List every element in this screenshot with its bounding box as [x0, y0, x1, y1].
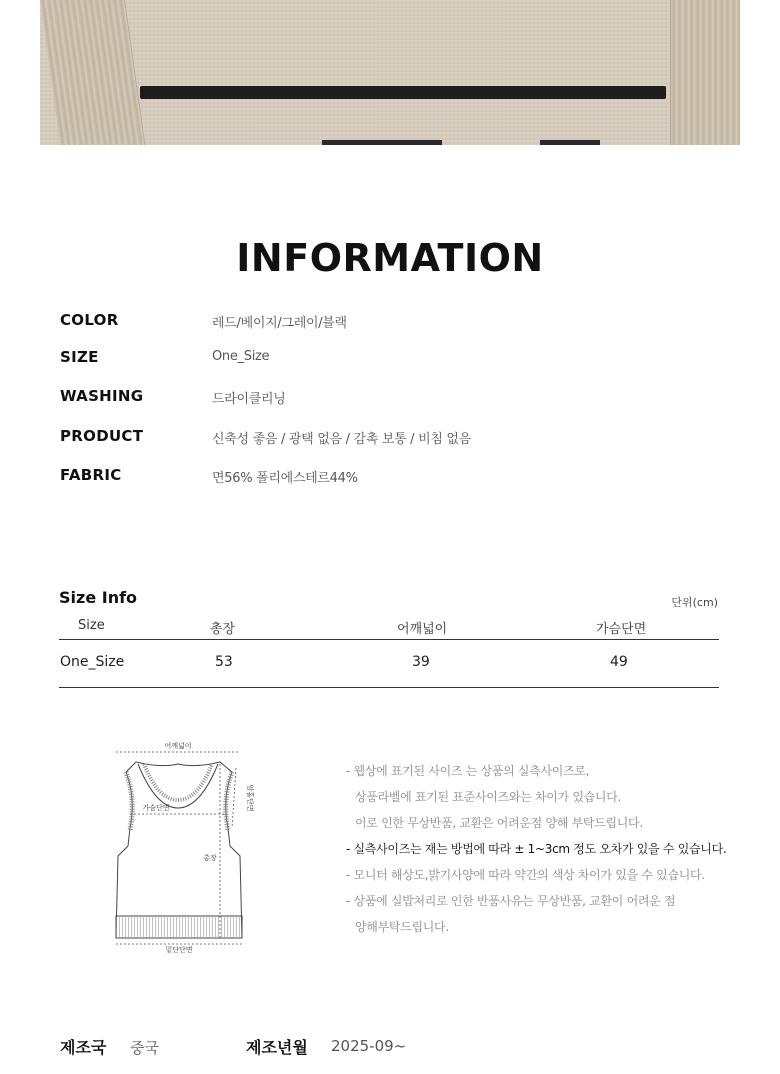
info-label: FABRIC	[60, 466, 122, 484]
info-label: SIZE	[60, 348, 99, 366]
date-label: 제조년월	[246, 1038, 308, 1057]
info-value: 드라이클리닝	[212, 392, 286, 407]
product-knit-photo	[40, 0, 740, 145]
armhole-measure-line	[232, 768, 236, 828]
note-line: 양해부탁드립니다.	[355, 920, 449, 934]
black-stripe-lower	[322, 140, 442, 145]
country-value: 중국	[130, 1039, 159, 1057]
table-row	[59, 640, 719, 688]
cell-length: 53	[215, 654, 233, 670]
hem-label: 밑단단면	[165, 946, 193, 954]
black-stripe-lower-right	[540, 140, 600, 145]
black-stripe	[140, 86, 666, 99]
vest-size-diagram	[100, 738, 280, 958]
note-line: - 상품에 실밥처리로 인한 반품사유는 무상반품, 교환이 어려운 점	[346, 894, 676, 908]
date-value: 2025-09~	[331, 1037, 407, 1055]
cell-shoulder: 39	[412, 654, 430, 670]
info-label: PRODUCT	[60, 427, 144, 445]
header-size: Size	[78, 618, 105, 633]
header-shoulder: 어깨넓이	[397, 622, 448, 637]
note-line: 상품라벨에 표기된 표준사이즈와는 차이가 있습니다.	[355, 790, 621, 804]
size-notes	[346, 762, 746, 944]
size-info-title: Size Info	[59, 588, 138, 607]
info-value: 레드/베이지/그레이/블랙	[212, 316, 347, 331]
knit-texture	[40, 0, 740, 145]
info-row-fabric	[60, 466, 740, 490]
header-chest: 가슴단면	[596, 622, 647, 637]
info-row-size	[60, 348, 740, 372]
note-line: 이로 인한 무상반품, 교환은 어려운점 양해 부탁드립니다.	[355, 816, 643, 830]
chest-label: 가슴단면	[142, 804, 170, 812]
vest-outline	[116, 762, 242, 938]
info-value: 면56% 폴리에스테르44%	[212, 471, 358, 486]
note-line: - 웹상에 표기된 사이즈 는 상품의 실측사이즈로,	[346, 764, 590, 778]
cell-chest: 49	[610, 654, 628, 670]
cell-size: One_Size	[60, 654, 125, 670]
armhole-label: 암홀단면	[246, 784, 254, 812]
size-table	[59, 612, 719, 688]
info-label: COLOR	[60, 311, 119, 329]
information-title: INFORMATION	[236, 236, 544, 280]
info-label: WASHING	[60, 387, 144, 405]
info-row-color	[60, 311, 740, 335]
country-label: 제조국	[60, 1038, 107, 1057]
size-unit: 단위(cm)	[671, 596, 718, 609]
size-table-header	[59, 612, 719, 640]
info-value: One_Size	[212, 349, 270, 364]
manufacture-info	[60, 1035, 740, 1059]
note-line: - 모니터 해상도,밝기사양에 따라 약간의 색상 차이가 있을 수 있습니다.	[346, 868, 705, 882]
info-row-washing	[60, 387, 740, 411]
info-value: 신축성 좋음 / 광택 없음 / 감촉 보통 / 비침 없음	[212, 432, 471, 447]
info-row-product	[60, 427, 740, 451]
note-line-emphasis: - 실측사이즈는 재는 방법에 따라 ± 1~3cm 정도 오차가 있을 수 있습니다.	[346, 842, 727, 856]
length-label: 총장	[203, 854, 217, 862]
shoulder-label: 어깨넓이	[164, 742, 192, 750]
header-length: 총장	[210, 622, 236, 637]
armhole-rib-right	[670, 0, 740, 145]
